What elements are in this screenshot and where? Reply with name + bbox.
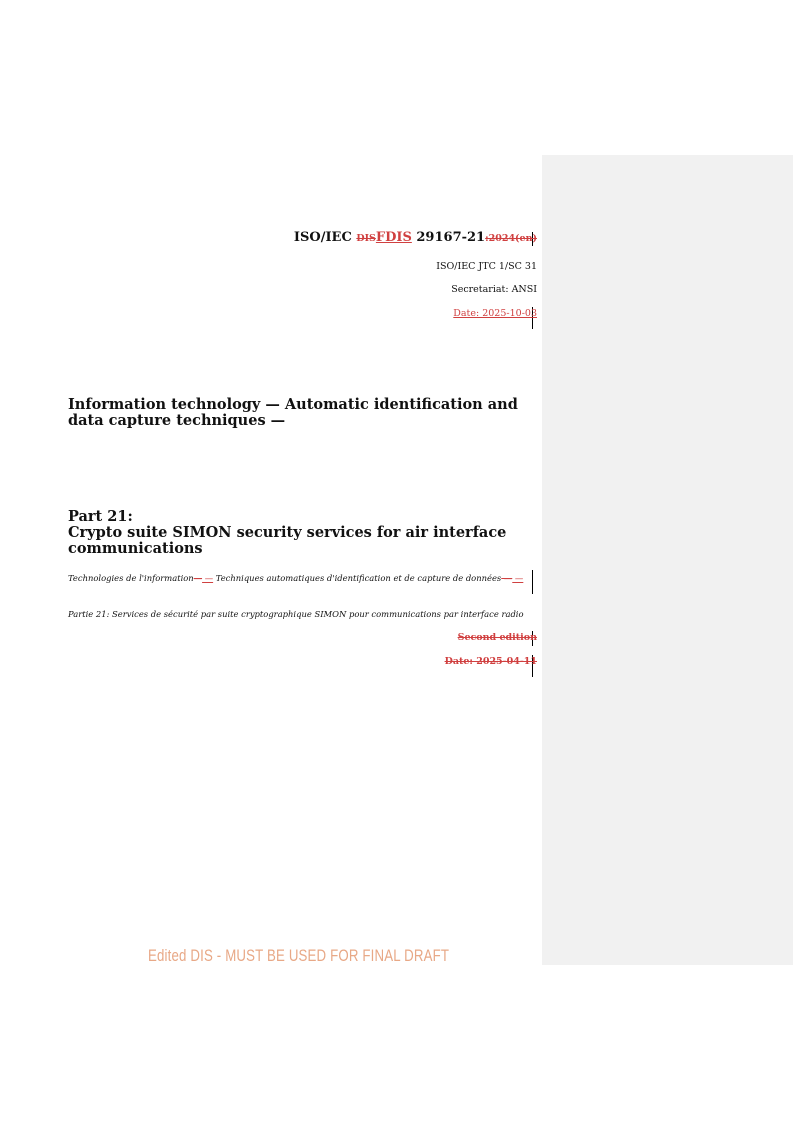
french-title [68,572,530,585]
part-block [68,509,528,557]
french-part-title: Partie 21: Services de sécurité par suite cryptographique SIMON pour communications par interface radio [68,609,524,619]
french-title-start: Technologies de l'information [68,573,194,583]
std-number: 29167-21 [411,230,486,245]
watermark: Edited DIS - MUST BE USED FOR FINAL DRAFT [148,946,450,965]
inserted-dash: — [512,573,524,583]
committee: ISO/IEC JTC 1/SC 31 [436,261,537,272]
inserted-stage: FDIS [375,230,412,245]
part-title: Crypto suite SIMON security services for air interface communications [68,524,507,557]
deleted-date: Date: 2025-04-11 [444,656,537,667]
deleted-suffix: :2024(en) [485,233,537,244]
deleted-dash: — [193,573,203,583]
deleted-stage: DIS [356,233,376,244]
deleted-edition: Second edition [457,632,537,643]
inserted-dash: — [202,573,214,583]
std-prefix: ISO/IEC [293,230,357,245]
inserted-date: Date: 2025-10-03 [453,308,537,319]
deleted-dash: — [501,573,513,583]
secretariat: Secretariat: ANSI [451,284,537,295]
part-number: Part 21: [68,508,133,525]
comment-pane [542,155,793,965]
main-title: Information technology — Automatic identification and data capture techniques — [68,396,518,429]
change-bar [532,570,533,594]
document-reference [294,230,537,245]
french-title-middle: Techniques automatiques d'identification et de capture de données [213,573,502,583]
